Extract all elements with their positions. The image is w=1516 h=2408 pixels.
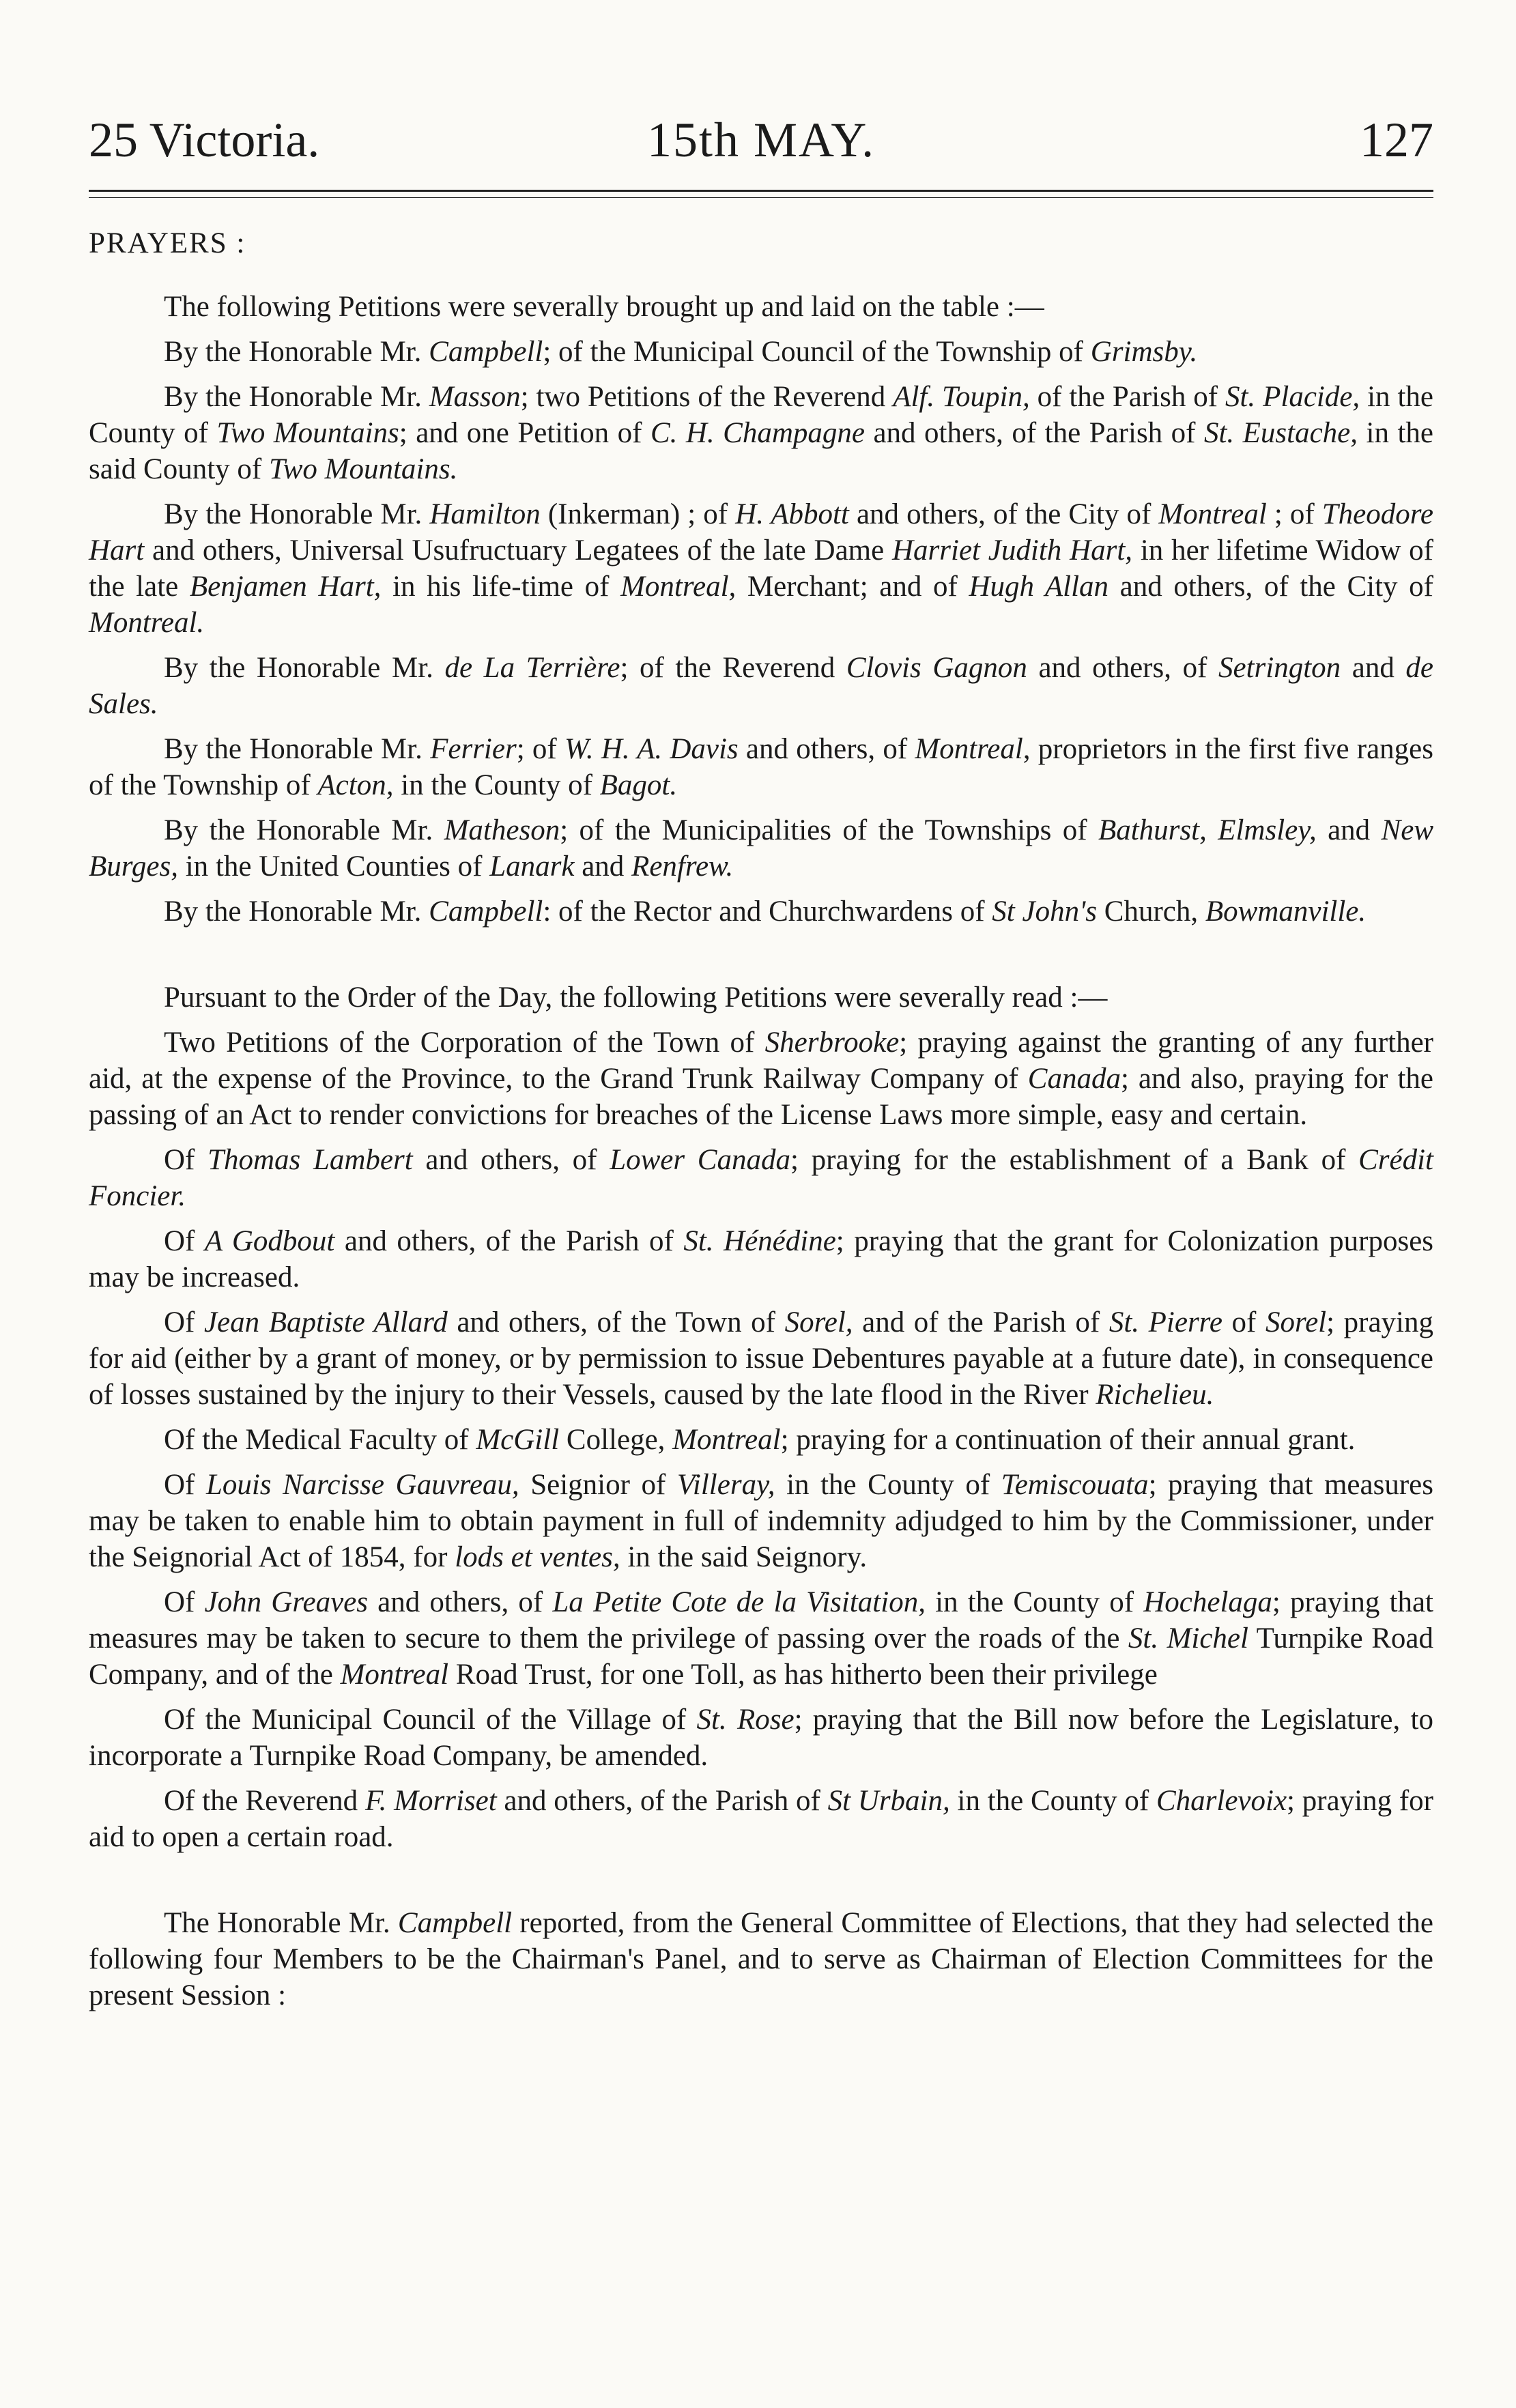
running-header [89,102,1433,177]
italic-text: F. Morriset [364,1785,497,1817]
italic-text: Matheson [444,814,560,846]
petition-paragraph [89,1783,1433,1855]
read-intro: Pursuant to the Order of the Day, the following Petitions were severally read :— [164,981,1108,1014]
text-run: Road Trust, for one Toll, as has hitherto been their privilege [448,1659,1158,1691]
text-run: ; and also, praying for the passing of an Act to render convictions for breaches of the License Laws more simple, easy and certain. [89,1063,1433,1131]
italic-text: Montreal [340,1659,449,1691]
session-label: 25 Victoria. [89,113,320,167]
text-run: By the Honorable Mr. [164,652,445,684]
petition-paragraph [89,1142,1433,1214]
text-run: in his life-time of [381,571,621,603]
italic-text: St. Placide, [1225,381,1360,413]
italic-text: Canada [1027,1063,1121,1095]
italic-text: Theodore Hart [89,498,1433,567]
text-run: Of the Medical Faculty of [164,1424,476,1456]
italic-text: Grimsby. [1090,336,1198,368]
petition-paragraph [89,1422,1433,1458]
header-rule [89,190,1433,198]
italic-text: St. Eustache, [1203,417,1358,449]
text-run: of the Parish of [1029,381,1225,413]
text-run: and others, of the Parish of [334,1225,684,1257]
text-run: in the County of [775,1469,1001,1501]
text-run: ; of the Municipal Council of the Township of [543,336,1091,368]
italic-text: Campbell [429,895,543,928]
italic-text: Villeray, [676,1469,775,1501]
journal-body [89,225,1433,2013]
text-run: and others, of the Parish of [864,417,1204,449]
italic-text: A Godbout [204,1225,335,1257]
text-run: (Inkerman) ; of [540,498,736,530]
text-run: By the Honorable Mr. [164,498,430,530]
italic-text: Bathurst, Elmsley, [1098,814,1317,846]
italic-text: H. Abbott [735,498,849,530]
italic-text: Setrington [1218,652,1341,684]
petition-paragraph [89,1467,1433,1575]
italic-text: Benjamen Hart, [189,571,382,603]
petition-paragraph [89,1584,1433,1693]
italic-text: St. Michel [1128,1622,1248,1654]
text-run: in the County of [925,1586,1144,1618]
text-run: ; praying against the granting of any further aid, at the expense of the Province, to the Grand Trunk Railway Company of [89,1027,1433,1095]
text-run: proprietors in the first five ranges of the Township of [89,733,1433,801]
text-run: ; of the Reverend [620,652,846,684]
italic-text: Acton, [317,769,394,801]
text-run: ; praying that measures may be taken to enable him to obtain payment in full of indemnity adjudged to him by the Commissioner, under the Seignorial Act of 1854, for [89,1469,1433,1573]
text-run: and others, of the Parish of [496,1785,828,1817]
italic-text: Two Mountains. [268,453,458,485]
text-run: Of the Municipal Council of the Village of [164,1704,697,1736]
italic-text: Temiscouata [1001,1469,1149,1501]
committee-report-paragraph [89,1905,1433,2013]
italic-text: New Burges, [89,814,1433,883]
text-run: Of [164,1586,205,1618]
italic-text: Hochelaga [1143,1586,1272,1618]
text-run: ; praying that measures may be taken to secure to them the privilege of passing over the roads of the [89,1586,1433,1654]
italic-text: St. Rose [696,1704,795,1736]
italic-text: Montreal [1158,498,1267,530]
italic-text: lods et ventes, [455,1541,620,1573]
text-run: The Honorable Mr. [164,1907,398,1939]
italic-text: Lower Canada [610,1144,790,1176]
italic-text: Louis Narcisse Gauvreau, [205,1469,519,1501]
italic-text: St. Hénédine [683,1225,836,1257]
text-run: and [574,850,632,883]
italic-text: Crédit Foncier. [89,1144,1433,1212]
petition-paragraph [89,1702,1433,1774]
text-run: By the Honorable Mr. [164,733,431,765]
petition-paragraph [89,731,1433,803]
document-page [89,102,1433,2022]
petition-paragraph [89,650,1433,722]
text-run: ; praying that the grant for Colonization purposes may be increased. [89,1225,1434,1293]
italic-text: Thomas Lambert [208,1144,413,1176]
text-run: ; praying for a continuation of their annual grant. [780,1424,1356,1456]
text-run: in the said County of [89,417,1433,485]
text-run: in the County of [89,381,1434,449]
italic-text: Montreal, [915,733,1031,765]
petitions-read-list [89,1024,1433,1855]
italic-text: Montreal. [89,607,205,639]
text-run: By the Honorable Mr. [164,381,429,413]
italic-text: Harriet Judith Hart, [892,534,1133,567]
text-run: in the United Counties of [177,850,490,883]
italic-text: de Sales. [89,652,1434,720]
text-run: and others, of [367,1586,553,1618]
text-run: in the said Seignory. [620,1541,868,1573]
italic-text: St John's [992,895,1098,928]
text-run: ; and one Petition of [399,417,650,449]
italic-text: St. Pierre [1109,1306,1222,1338]
italic-text: Hamilton [429,498,541,530]
italic-text: Sherbrooke [764,1027,900,1059]
text-run: Of the Reverend [164,1785,365,1817]
text-run: and others, Universal Usufructuary Legatees of the late Dame [144,534,892,567]
text-run: By the Honorable Mr. [164,336,429,368]
italic-text: La Petite Cote de la Visitation, [552,1586,926,1618]
text-run: in the County of [949,1785,1156,1817]
text-run: : of the Rector and Churchwardens of [543,895,992,928]
italic-text: Clovis Gagnon [846,652,1027,684]
italic-text: Lanark [489,850,575,883]
italic-text: St Urbain, [827,1785,950,1817]
text-run: Of [164,1469,206,1501]
text-run: ; of [1266,498,1322,530]
section-gap [89,938,1433,979]
italic-text: de La Terrière [444,652,620,684]
italic-text: W. H. A. Davis [564,733,739,765]
italic-text: Bowmanville. [1205,895,1367,928]
text-run: and others, of [1027,652,1218,684]
text-run: and of the Parish of [853,1306,1109,1338]
text-run: ; two Petitions of the Reverend [520,381,893,413]
italic-text: Alf. Toupin, [893,381,1030,413]
section-gap [89,1864,1433,1905]
italic-text: Jean Baptiste Allard [203,1306,448,1338]
text-run: and others, of the Town of [447,1306,785,1338]
text-run: By the Honorable Mr. [164,814,444,846]
petition-paragraph [89,379,1433,487]
italic-text: Renfrew. [631,850,734,883]
petitions-intro: The following Petitions were severally brought up and laid on the table :— [164,291,1044,323]
italic-text: Charlevoix [1156,1785,1287,1817]
text-run: ; of [516,733,564,765]
text-run: and others, of the City of [1109,571,1434,603]
petitions-presented-list [89,334,1433,930]
petition-paragraph [89,1223,1433,1295]
petition-paragraph [89,893,1433,930]
text-run: of [1222,1306,1265,1338]
text-run: and [1316,814,1382,846]
italic-text: Two Mountains [216,417,399,449]
text-run: ; of the Municipalities of the Townships of [560,814,1098,846]
text-run: reported, from the General Committee of Elections, that they had selected the following four Members to be the Chairman's Panel, and to serve as Chairman of Election Committees for the present Session : [89,1907,1433,2011]
italic-text: Bagot. [599,769,678,801]
text-run: Merchant; and of [736,571,969,603]
text-run: Seignior of [519,1469,677,1501]
text-run: College, [559,1424,673,1456]
text-run: Turnpike Road Company, and of the [89,1622,1433,1691]
text-run: Church, [1097,895,1205,928]
italic-text: Richelieu. [1096,1379,1214,1411]
petition-paragraph [89,1304,1433,1413]
text-run: and others, of [412,1144,610,1176]
italic-text: Hugh Allan [969,571,1109,603]
text-run: Of [164,1144,208,1176]
italic-text: Montreal, [620,571,736,603]
text-run: ; praying for the establishment of a Bank of [790,1144,1359,1176]
italic-text: Sorel [1265,1306,1327,1338]
text-run: ; praying for aid (either by a grant of money, or by permission to issue Debentures payable at a future date), in consequence of losses sustained by the injury to their Vessels, caused by the late flood in the River [89,1306,1434,1411]
italic-text: Montreal [672,1424,781,1456]
petition-paragraph [89,1024,1433,1133]
petition-paragraph [89,334,1433,370]
italic-text: Sorel, [784,1306,853,1338]
text-run: ; praying for aid to open a certain road. [89,1785,1433,1853]
text-run: ; praying that the Bill now before the Legislature, to incorporate a Turnpike Road Company, be amended. [89,1704,1433,1772]
text-run: Two Petitions of the Corporation of the Town of [164,1027,765,1059]
italic-text: C. H. Champagne [650,417,865,449]
italic-text: John Greaves [204,1586,368,1618]
date-label: 15th MAY. [646,113,876,167]
text-run: and others, of [738,733,915,765]
section-heading: PRAYERS : [89,227,246,259]
text-run: in her lifetime Widow of the late [89,534,1434,603]
text-run: in the County of [393,769,600,801]
page-number: 127 [1360,113,1433,167]
text-run: By the Honorable Mr. [164,895,429,928]
text-run: Of [164,1306,204,1338]
petition-paragraph [89,812,1433,885]
petition-paragraph [89,496,1433,641]
text-run: and others, of the City of [848,498,1159,530]
text-run: Of [164,1225,205,1257]
italic-text: Masson [429,381,521,413]
text-run: and [1341,652,1406,684]
italic-text: Campbell [397,1907,513,1939]
italic-text: McGill [476,1424,560,1456]
italic-text: Campbell [429,336,543,368]
italic-text: Ferrier [430,733,517,765]
